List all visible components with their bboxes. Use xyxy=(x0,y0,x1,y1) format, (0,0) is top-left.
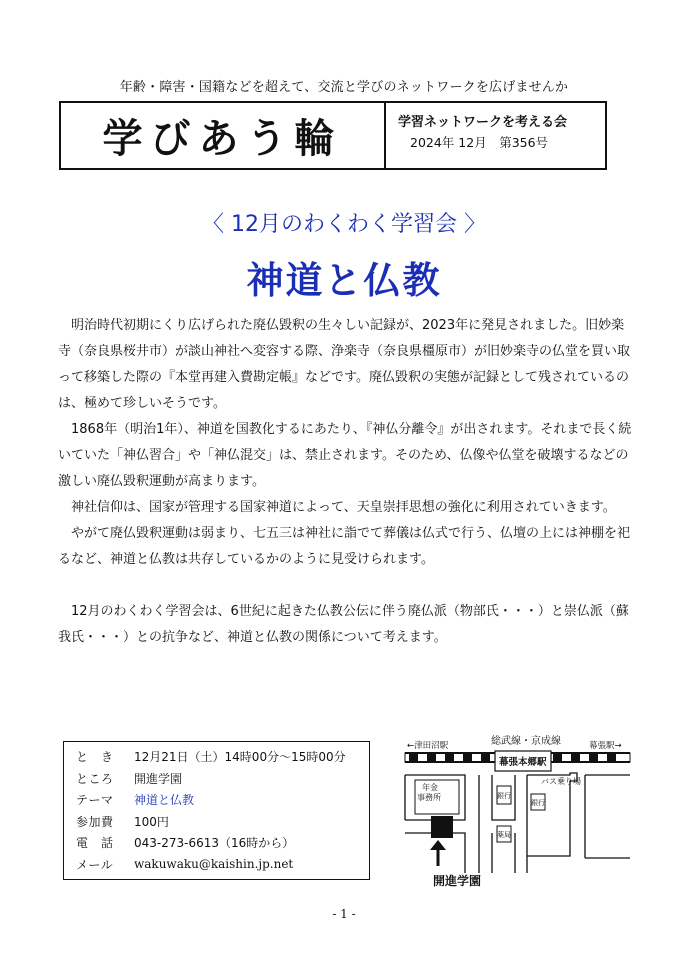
arrow-head-icon xyxy=(430,840,446,850)
detail-value: 100円 xyxy=(134,814,169,829)
page-number: - 1 - xyxy=(332,907,356,921)
detail-row-fee xyxy=(76,811,369,833)
event-title: 神道と仏教 xyxy=(246,259,442,302)
paragraph: 12月のわくわく学習会は、6世紀に起きた仏教公伝に伴う廃仏派（物部氏・・・）と崇仏派（蘇我氏・・・）との抗争など、神道と仏教の関係について考えます。 xyxy=(58,604,629,645)
paragraph: やがて廃仏毀釈運動は弱まり、七五三は神社に詣でて葬儀は仏式で行う、仏壇の上には神棚を祀るなど、神道と仏教は共存しているかのように見受けられます。 xyxy=(58,526,631,567)
destination-marker xyxy=(431,816,453,838)
issue-number: 2024年 12月 第356号 xyxy=(410,135,549,150)
detail-value: 開進学園 xyxy=(134,771,183,786)
detail-row-email xyxy=(76,854,369,876)
detail-row-place xyxy=(76,768,369,790)
event-details-box xyxy=(63,741,370,880)
detail-value: 神道と仏教 xyxy=(134,793,195,808)
map-bank-label: 銀行 xyxy=(531,799,545,807)
detail-value: 043-273-6613（16時から） xyxy=(134,836,295,851)
detail-label: テーマ xyxy=(76,793,114,808)
access-map xyxy=(395,728,635,893)
newsletter-logo: 学びあう輪 xyxy=(61,103,386,168)
detail-value: wakuwaku@kaishin.jp.net xyxy=(134,857,294,872)
article-body xyxy=(58,313,636,651)
event-subtitle: 〈 12月のわくわく学習会 〉 xyxy=(202,212,486,237)
map-station-name: 幕張本郷駅 xyxy=(499,757,547,768)
detail-label: ところ xyxy=(76,771,114,786)
map-pension-label: 事務所 xyxy=(417,793,441,802)
detail-label: メール xyxy=(76,857,114,872)
map-pharmacy-label: 薬局 xyxy=(497,831,511,839)
map-left-station: ←津田沼駅 xyxy=(407,741,449,751)
detail-row-phone xyxy=(76,832,369,854)
map-line-name: 総武線・京成線 xyxy=(491,736,561,747)
organization-name: 学習ネットワークを考える会 xyxy=(398,115,568,130)
map-bank-label: 銀行 xyxy=(497,792,511,800)
masthead-info xyxy=(386,103,605,168)
map-right-station: 幕張駅→ xyxy=(589,741,622,751)
map-pension-label: 年金 xyxy=(422,783,438,792)
paragraph: 1868年（明治1年）、神道を国教化するにあたり、『神仏分離令』が出されます。それまで長く続いていた「神仏習合」や「神仏混交」は、禁止されます。そのため、仏像や仏堂を破壊するなどの激しい廃仏毀釈運動が高まります。 xyxy=(58,422,632,489)
detail-value: 12月21日（土）14時00分～15時00分 xyxy=(134,750,346,765)
detail-row-theme xyxy=(76,789,369,811)
masthead xyxy=(59,101,607,170)
detail-label: と き xyxy=(76,750,114,765)
detail-row-time xyxy=(76,746,369,768)
detail-label: 電 話 xyxy=(76,836,114,851)
map-bus-stop-label: バス乗り場 xyxy=(541,777,581,786)
paragraph: 明治時代初期にくり広げられた廃仏毀釈の生々しい記録が、2023年に発見されました。旧妙楽寺（奈良県桜井市）が談山神社へ変容する際、浄楽寺（奈良県橿原市）が旧妙楽寺の仏堂を買い取って移築した際の『本堂再建入費勘定帳』などです。廃仏毀釈の実態が記録として残されているのは、極めて珍しいそうです。 xyxy=(58,318,631,411)
tagline: 年齢・障害・国籍などを超えて、交流と学びのネットワークを広げませんか xyxy=(119,80,569,95)
paragraph: 神社信仰は、国家が管理する国家神道によって、天皇崇拝思想の強化に利用されていきます。 xyxy=(71,500,616,515)
map-destination-label: 開進学園 xyxy=(433,874,482,888)
detail-label: 参加費 xyxy=(76,814,114,829)
